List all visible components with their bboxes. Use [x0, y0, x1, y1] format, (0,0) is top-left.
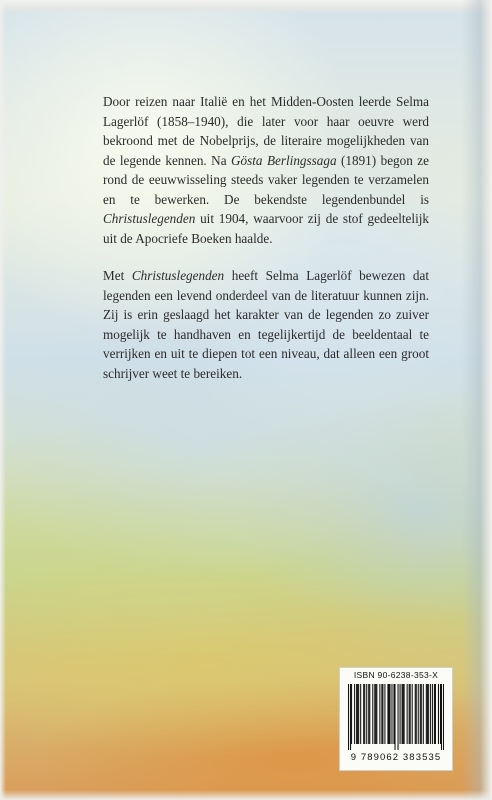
barcode-bar [381, 684, 382, 744]
barcode-bar [369, 684, 370, 744]
barcode-bar [388, 684, 389, 744]
barcode-bar [400, 684, 401, 744]
barcode-bar [372, 684, 373, 744]
board-edge-top [0, 0, 492, 14]
barcode-bar [358, 684, 359, 744]
barcode-bar [384, 684, 385, 744]
book-title-christuslegenden: Christuslegenden [103, 211, 196, 226]
blurb-text: (1891) begon ze rond de eeuwwisseling steeds vaker legenden te verzamelen en te bewerken. De bekendste legendenbundel is [103, 152, 429, 207]
barcode-bar [387, 684, 388, 744]
barcode-bar [415, 684, 416, 744]
book-title-gosta: Gösta Berlingssaga [231, 152, 337, 168]
barcode-bar [426, 684, 427, 744]
barcode-bar [393, 684, 394, 744]
blurb-paragraph-1 [103, 92, 429, 248]
blurb-text: Met [103, 268, 132, 283]
barcode-bar [428, 684, 429, 744]
board-edge-left [0, 0, 6, 800]
barcode-bar [416, 684, 417, 744]
barcode-bar [435, 684, 436, 744]
isbn-barcode-box [339, 667, 453, 771]
isbn-label: ISBN 90-6238-353-X [353, 670, 439, 680]
barcode-bar [351, 684, 352, 744]
blurb-text: Door reizen naar Italië en het Midden-Oosten leerde Selma Lagerlöf (1858–1940), die later voor haar oeuvre werd bekroond met de Nobelprijs, de literaire mogelijkheden van de legende kennen. Na [103, 94, 429, 168]
barcode-bar [412, 684, 413, 744]
barcode-bar [360, 684, 361, 744]
barcode-bar [418, 684, 419, 744]
book-title-christuslegenden: Christuslegenden [131, 268, 225, 283]
barcode-bar [404, 684, 405, 744]
barcode-bar [438, 684, 439, 744]
barcode-bar [391, 684, 392, 744]
barcode-bar [375, 684, 376, 744]
barcode-bar [434, 684, 435, 744]
barcode-bar [410, 684, 411, 744]
barcode-bar [427, 684, 428, 744]
barcode-bar [430, 684, 431, 744]
barcode-bars [348, 684, 444, 750]
barcode-bar [402, 684, 403, 744]
barcode-bar [379, 684, 380, 744]
barcode-bar [348, 684, 349, 750]
board-edge-right [462, 0, 492, 800]
barcode-bar [407, 684, 408, 744]
barcode-bar [366, 684, 367, 744]
blurb-text: uit 1904, waarvoor zij de stof gedeeltelijk uit de Apocriefe Boeken haalde. [103, 211, 429, 246]
barcode-bar [374, 684, 375, 744]
ean-digits: 9 789062 383535 [350, 752, 442, 763]
barcode-bar [421, 684, 422, 744]
barcode-bar [423, 684, 424, 744]
barcode-bar [364, 684, 365, 744]
barcode-bar [376, 684, 377, 744]
barcode-bar [398, 684, 399, 750]
barcode-bar [368, 684, 369, 744]
barcode-bar [357, 684, 358, 744]
barcode-bar [443, 684, 444, 750]
barcode-bar [382, 684, 383, 744]
barcode-bar [420, 684, 421, 744]
blurb-text: heeft Selma Lagerlöf bewezen dat legenden een levend onderdeel van de literatuur kunnen zijn. Zij is erin geslaagd het karakter van de legenden zo zuiver mogelijk te handhaven en tegelijkertijd de beeldentaal te verrijken en uit te diepen tot een niveau, dat alleen een groot schrijver weet te bereiken. [103, 268, 429, 381]
barcode-bar [394, 684, 395, 750]
barcode-bar [363, 684, 364, 744]
barcode-bar [432, 684, 433, 744]
barcode-bar [409, 684, 410, 744]
barcode-bar [350, 684, 351, 750]
barcode-bar [403, 684, 404, 744]
barcode-bar [356, 684, 357, 744]
board-edge-bottom [0, 790, 492, 800]
barcode-bar [389, 684, 390, 744]
barcode-bar [441, 684, 442, 750]
barcode-bar [440, 684, 441, 744]
blurb-paragraph-2 [103, 266, 429, 383]
barcode-bar [354, 684, 355, 744]
